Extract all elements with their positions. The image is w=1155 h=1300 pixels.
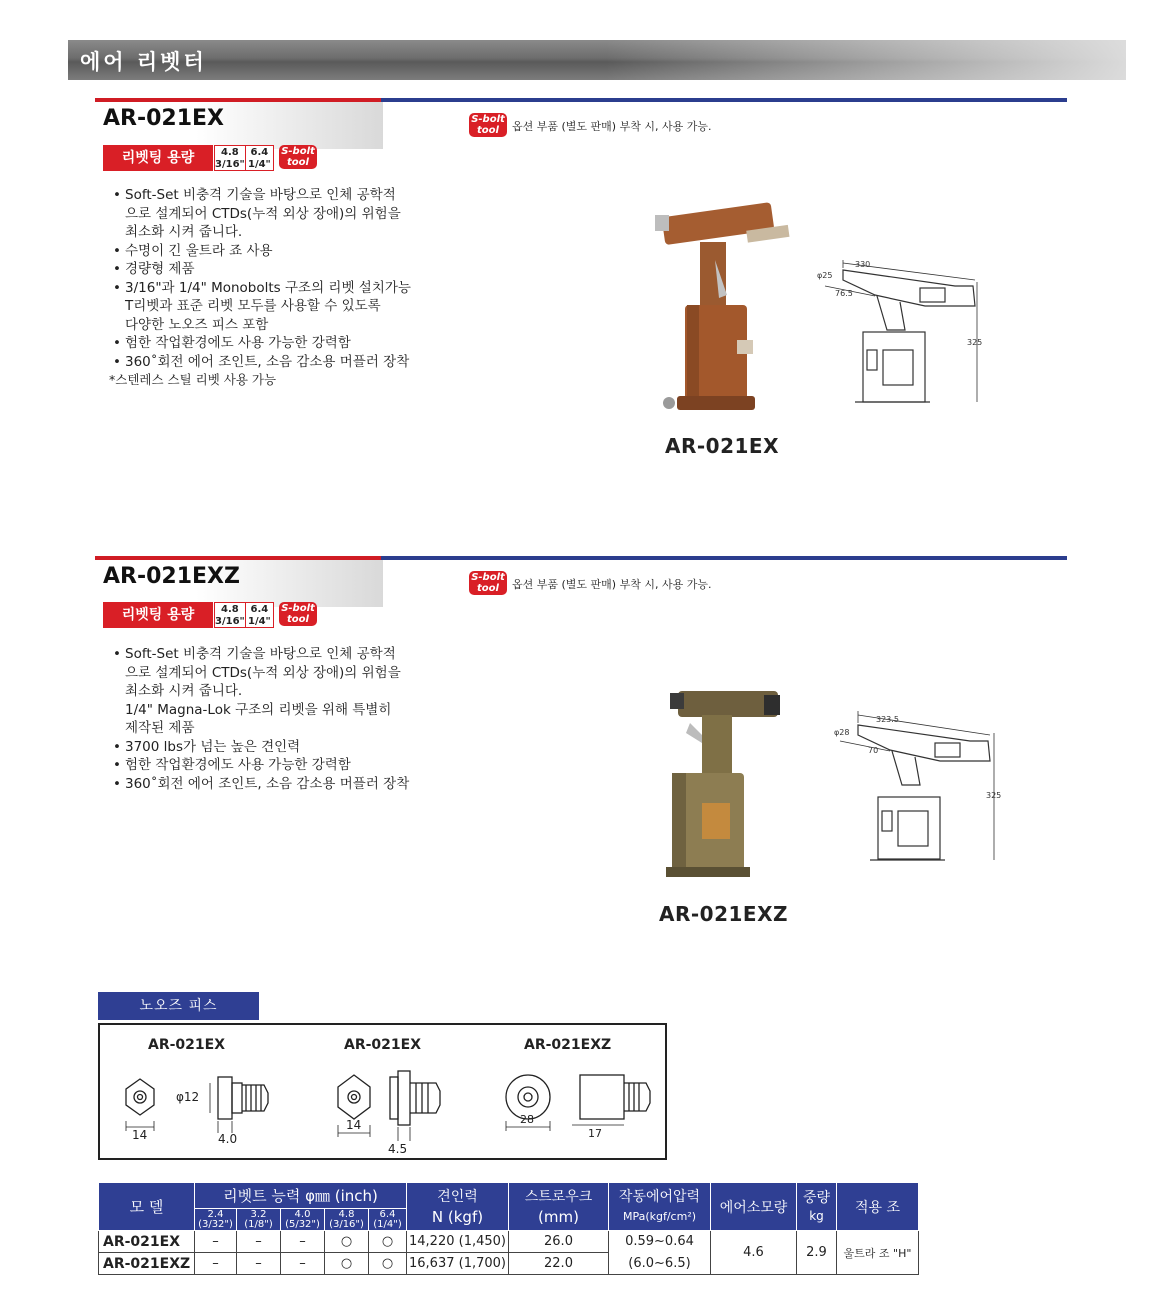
cell-model: AR-021EXZ bbox=[99, 1253, 195, 1275]
feature-item: 제작된 제품 bbox=[125, 720, 195, 736]
dim-offset: 70 bbox=[868, 746, 879, 755]
model-title: AR-021EX bbox=[103, 106, 225, 131]
dim-width: 4.0 bbox=[218, 1132, 238, 1145]
feature-list bbox=[109, 186, 411, 390]
cell-stroke: 26.0 bbox=[509, 1231, 609, 1253]
capacity-size: 6.4 1/4" bbox=[245, 603, 273, 627]
cell-cap: – bbox=[195, 1253, 237, 1275]
cell-cap: – bbox=[237, 1231, 281, 1253]
page-banner bbox=[68, 40, 1126, 80]
sbolt-note: 옵션 부품 (별도 판매) 부착 시, 사용 가능. bbox=[512, 578, 712, 591]
capacity-sizes bbox=[214, 145, 274, 171]
feature-item: • 험한 작업환경에도 사용 가능한 강력함 bbox=[113, 756, 409, 775]
nose-piece-title: AR-021EX bbox=[148, 1037, 226, 1053]
section-divider-blue bbox=[381, 556, 1067, 560]
capacity-label: 리벳팅 용량 bbox=[103, 145, 213, 171]
dimension-diagram bbox=[830, 705, 1010, 870]
cell-weight: 2.9 bbox=[797, 1231, 837, 1275]
capacity-size: 4.8 3/16" bbox=[215, 604, 245, 627]
dim-height: 325 bbox=[986, 791, 1002, 800]
feature-list bbox=[113, 645, 409, 793]
nose-piece-title: AR-021EXZ bbox=[524, 1037, 612, 1053]
dim-width: 4.5 bbox=[388, 1142, 408, 1155]
header-jaw: 적용 조 bbox=[837, 1183, 919, 1231]
feature-item: • 험한 작업환경에도 사용 가능한 강력함 bbox=[113, 334, 411, 353]
dim-height: 325 bbox=[967, 338, 983, 347]
header-model: 모 델 bbox=[99, 1183, 195, 1231]
cell-cap: – bbox=[237, 1253, 281, 1275]
header-cap-size: 4.0 (5/32") bbox=[281, 1209, 325, 1231]
cell-cap: – bbox=[281, 1231, 325, 1253]
header-capacity: 리벳트 능력 φ㎜ (inch) bbox=[195, 1183, 407, 1209]
model-title: AR-021EXZ bbox=[103, 564, 240, 589]
capacity-sizes bbox=[214, 602, 274, 628]
feature-item: • 360˚회전 에어 조인트, 소음 감소용 머플러 장착 bbox=[113, 775, 409, 794]
capacity-label: 리벳팅 용량 bbox=[103, 602, 213, 628]
header-pressure: 작동에어압력 MPa(kgf/cm²) bbox=[609, 1183, 711, 1231]
dim-width: 17 bbox=[588, 1127, 602, 1140]
cell-cap: – bbox=[195, 1231, 237, 1253]
product-caption: AR-021EX bbox=[665, 434, 780, 458]
cell-cap: ○ bbox=[325, 1231, 369, 1253]
feature-item: 으로 설계되어 CTDs(누적 외상 장애)의 위험을 bbox=[125, 205, 401, 222]
feature-note: *스텐레스 스틸 리벳 사용 가능 bbox=[109, 372, 277, 387]
cell-cap: ○ bbox=[369, 1253, 407, 1275]
feature-item: • Soft-Set 비충격 기술을 바탕으로 인체 공학적 bbox=[113, 186, 411, 205]
header-air: 에어소모량 bbox=[711, 1183, 797, 1231]
header-weight: 중량 kg bbox=[797, 1183, 837, 1231]
dimension-diagram bbox=[815, 250, 995, 415]
product-caption: AR-021EXZ bbox=[659, 902, 789, 926]
feature-item: 1/4" Magna-Lok 구조의 리벳을 위해 특별히 bbox=[125, 701, 392, 718]
nose-piece-drawing bbox=[326, 1065, 476, 1155]
dim-length: 330 bbox=[855, 260, 871, 269]
spec-table bbox=[98, 1182, 919, 1275]
feature-item: • Soft-Set 비충격 기술을 바탕으로 인체 공학적 bbox=[113, 645, 409, 664]
sbolt-note: 옵션 부품 (별도 판매) 부착 시, 사용 가능. bbox=[512, 120, 712, 133]
header-cap-size: 3.2 (1/8") bbox=[237, 1209, 281, 1231]
cell-cap: ○ bbox=[325, 1253, 369, 1275]
dim-width: 28 bbox=[520, 1113, 534, 1126]
sbolt-badge: S-bolt tool bbox=[469, 113, 507, 137]
cell-pressure: (6.0~6.5) bbox=[609, 1253, 711, 1275]
cell-pull: 16,637 (1,700) bbox=[407, 1253, 509, 1275]
feature-item: 최소화 시켜 줍니다. bbox=[125, 683, 243, 699]
capacity-size: 6.4 1/4" bbox=[245, 146, 273, 170]
feature-item: 최소화 시켜 줍니다. bbox=[125, 224, 243, 240]
section-divider-red bbox=[95, 556, 381, 560]
dim-width: 14 bbox=[132, 1128, 148, 1142]
header-stroke: 스트로우크 (mm) bbox=[509, 1183, 609, 1231]
header-cap-size: 6.4 (1/4") bbox=[369, 1209, 407, 1231]
dim-offset: 76.5 bbox=[835, 289, 853, 298]
feature-item: • 3700 lbs가 넘는 높은 견인력 bbox=[113, 738, 409, 757]
section-divider-red bbox=[95, 98, 381, 102]
dim-diameter: φ12 bbox=[176, 1090, 200, 1104]
dim-diameter: φ25 bbox=[817, 271, 833, 280]
sbolt-badge: S-bolt tool bbox=[279, 145, 317, 169]
cell-pull: 14,220 (1,450) bbox=[407, 1231, 509, 1253]
cell-pressure: 0.59~0.64 bbox=[609, 1231, 711, 1253]
header-pull: 견인력 N (kgf) bbox=[407, 1183, 509, 1231]
feature-item: • 수명이 긴 울트라 죠 사용 bbox=[113, 242, 411, 261]
table-row bbox=[99, 1231, 919, 1253]
feature-item: 으로 설계되어 CTDs(누적 외상 장애)의 위험을 bbox=[125, 664, 401, 681]
cell-air: 4.6 bbox=[711, 1231, 797, 1275]
dim-width: 14 bbox=[346, 1118, 362, 1132]
cell-model: AR-021EX bbox=[99, 1231, 195, 1253]
page-title: 에어 리벳터 bbox=[80, 50, 207, 74]
nose-piece-drawing bbox=[114, 1065, 284, 1145]
cell-cap: – bbox=[281, 1253, 325, 1275]
nose-piece-drawing bbox=[498, 1065, 658, 1155]
nose-piece-panel bbox=[98, 1023, 667, 1160]
feature-item: • 360˚회전 에어 조인트, 소음 감소용 머플러 장착 bbox=[113, 353, 411, 372]
cell-jaw: 울트라 조 "H" bbox=[837, 1231, 919, 1275]
capacity-size: 4.8 3/16" bbox=[215, 147, 245, 170]
cell-cap: ○ bbox=[369, 1231, 407, 1253]
section-divider-blue bbox=[381, 98, 1067, 102]
header-cap-size: 4.8 (3/16") bbox=[325, 1209, 369, 1231]
sbolt-badge: S-bolt tool bbox=[279, 602, 317, 626]
cell-stroke: 22.0 bbox=[509, 1253, 609, 1275]
product-photo-ar021exz bbox=[660, 685, 790, 880]
feature-item: T리벳과 표준 리벳 모두를 사용할 수 있도록 bbox=[125, 298, 381, 314]
dim-length: 323.5 bbox=[876, 715, 899, 724]
feature-item: • 3/16"과 1/4" Monobolts 구조의 리벳 설치가능 bbox=[113, 279, 411, 298]
feature-item: • 경량형 제품 bbox=[113, 260, 411, 279]
sbolt-badge: S-bolt tool bbox=[469, 571, 507, 595]
nose-piece-header: 노오즈 피스 bbox=[98, 992, 259, 1020]
header-cap-size: 2.4 (3/32") bbox=[195, 1209, 237, 1231]
feature-item: 다양한 노오즈 피스 포함 bbox=[125, 316, 269, 333]
dim-diameter: φ28 bbox=[834, 728, 850, 737]
product-photo-ar021ex bbox=[655, 200, 795, 420]
nose-piece-title: AR-021EX bbox=[344, 1037, 422, 1053]
